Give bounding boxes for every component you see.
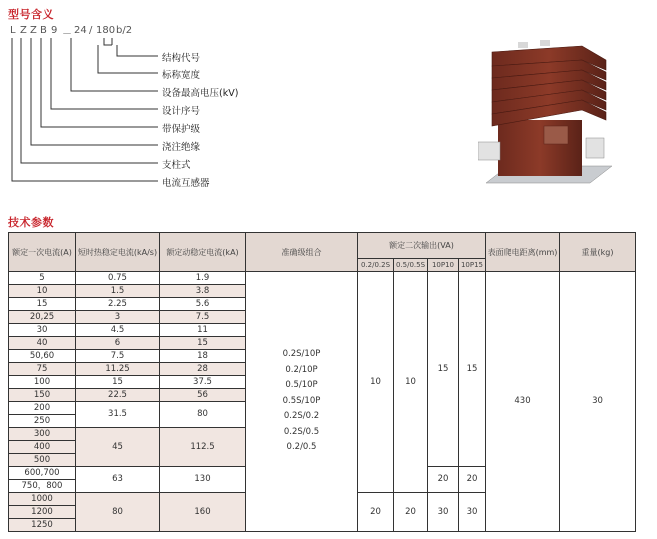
transformer-photo xyxy=(478,38,618,198)
cell-dynamic: 160 xyxy=(160,493,246,532)
legend-item: 设计序号 xyxy=(162,106,201,117)
accuracy-grade: 0.2S/0.2 xyxy=(283,411,320,422)
cell-primary: 1200 xyxy=(9,506,76,519)
cell-output-10p10: 30 xyxy=(428,493,459,532)
accuracy-grade: 0.2S/0.5 xyxy=(283,426,320,437)
cell-output-05: 20 xyxy=(394,493,428,532)
cell-dynamic: 18 xyxy=(160,350,246,363)
cell-primary: 5 xyxy=(9,272,76,285)
cell-output-10p10: 15 xyxy=(428,272,459,467)
cell-primary: 30 xyxy=(9,324,76,337)
cell-dynamic: 80 xyxy=(160,402,246,428)
cell-output-10p15: 30 xyxy=(459,493,486,532)
section-title-tech-params: 技术参数 xyxy=(8,216,54,229)
cell-primary: 10 xyxy=(9,285,76,298)
accuracy-grade: 0.2/0.5 xyxy=(286,442,317,453)
spec-table xyxy=(8,232,636,532)
cell-thermal: 22.5 xyxy=(76,389,160,402)
cell-primary: 400 xyxy=(9,441,76,454)
header-dynamic: 额定动稳定电流(kA) xyxy=(160,233,246,272)
subheader: 0.2/0.2S xyxy=(358,259,394,272)
cell-primary: 50,60 xyxy=(9,350,76,363)
accuracy-grade: 0.2/10P xyxy=(285,364,318,375)
legend-item: 设备最高电压(kV) xyxy=(162,88,239,99)
cell-primary: 1000 xyxy=(9,493,76,506)
cell-dynamic: 28 xyxy=(160,363,246,376)
accuracy-grade: 0.5/10P xyxy=(285,380,318,391)
legend-item: 结构代号 xyxy=(162,53,201,64)
code-char: Z xyxy=(20,25,27,36)
cell-dynamic: 11 xyxy=(160,324,246,337)
cell-thermal: 31.5 xyxy=(76,402,160,428)
cell-primary: 200 xyxy=(9,402,76,415)
legend-item: 支柱式 xyxy=(162,160,191,171)
cell-primary: 250 xyxy=(9,415,76,428)
header-short-thermal: 短时热稳定电流(kA/s) xyxy=(76,233,160,272)
cell-dynamic: 130 xyxy=(160,467,246,493)
accuracy-grades-cell xyxy=(246,272,358,532)
code-char: L xyxy=(10,25,16,36)
legend-item: 标称宽度 xyxy=(162,70,201,81)
cell-dynamic: 5.6 xyxy=(160,298,246,311)
legend-item: 带保护级 xyxy=(162,124,201,135)
header-secondary-output: 额定二次输出(VA) xyxy=(358,233,486,259)
cell-thermal: 1.5 xyxy=(76,285,160,298)
cell-primary: 600,700 xyxy=(9,467,76,480)
cell-dynamic: 15 xyxy=(160,337,246,350)
legend-item: 浇注绝缘 xyxy=(162,142,201,153)
cell-output-10p15: 20 xyxy=(459,467,486,493)
code-char: 180 xyxy=(96,25,116,36)
cell-primary: 300 xyxy=(9,428,76,441)
cell-dynamic: 112.5 xyxy=(160,428,246,467)
accuracy-grade: 0.2S/10P xyxy=(282,349,321,360)
header-weight: 重量(kg) xyxy=(560,233,636,272)
cell-thermal: 6 xyxy=(76,337,160,350)
cell-dynamic: 1.9 xyxy=(160,272,246,285)
cell-dynamic: 37.5 xyxy=(160,376,246,389)
accuracy-grade: 0.5S/10P xyxy=(282,395,321,406)
section-title-model-meaning: 型号含义 xyxy=(8,8,54,21)
code-char: B xyxy=(40,25,47,36)
cell-primary: 100 xyxy=(9,376,76,389)
cell-thermal: 45 xyxy=(76,428,160,467)
cell-thermal: 2.25 xyxy=(76,298,160,311)
cell-primary: 15 xyxy=(9,298,76,311)
code-char: － xyxy=(62,29,72,40)
cell-output-10p10: 20 xyxy=(428,467,459,493)
subheader: 10P15 xyxy=(459,259,486,272)
code-char: Z xyxy=(30,25,37,36)
cell-output-02: 20 xyxy=(358,493,394,532)
cell-output-02: 10 xyxy=(358,272,394,493)
code-char: b/2 xyxy=(116,25,133,36)
cell-thermal: 80 xyxy=(76,493,160,532)
cell-thermal: 7.5 xyxy=(76,350,160,363)
subheader: 10P10 xyxy=(428,259,459,272)
code-char: / xyxy=(89,25,93,36)
cell-creepage: 430 xyxy=(486,272,560,532)
cell-thermal: 15 xyxy=(76,376,160,389)
cell-primary: 20,25 xyxy=(9,311,76,324)
cell-thermal: 4.5 xyxy=(76,324,160,337)
cell-primary: 500 xyxy=(9,454,76,467)
bracket-lines xyxy=(0,0,170,190)
cell-dynamic: 56 xyxy=(160,389,246,402)
cell-thermal: 3 xyxy=(76,311,160,324)
cell-weight: 30 xyxy=(560,272,636,532)
code-char: 24 xyxy=(74,25,87,36)
cell-primary: 1250 xyxy=(9,519,76,532)
cell-thermal: 0.75 xyxy=(76,272,160,285)
subheader: 0.5/0.5S xyxy=(394,259,428,272)
header-accuracy: 准确级组合 xyxy=(246,233,358,272)
cell-primary: 40 xyxy=(9,337,76,350)
code-char: 9 xyxy=(51,25,58,36)
cell-output-05: 10 xyxy=(394,272,428,493)
header-creepage: 表面爬电距离(mm) xyxy=(486,233,560,272)
cell-primary: 75 xyxy=(9,363,76,376)
cell-thermal: 63 xyxy=(76,467,160,493)
cell-dynamic: 7.5 xyxy=(160,311,246,324)
cell-primary: 750，800 xyxy=(9,480,76,493)
header-rated-primary: 额定一次电流(A) xyxy=(9,233,76,272)
cell-dynamic: 3.8 xyxy=(160,285,246,298)
cell-thermal: 11.25 xyxy=(76,363,160,376)
legend-item: 电流互感器 xyxy=(162,178,210,189)
cell-output-10p15: 15 xyxy=(459,272,486,467)
cell-primary: 150 xyxy=(9,389,76,402)
